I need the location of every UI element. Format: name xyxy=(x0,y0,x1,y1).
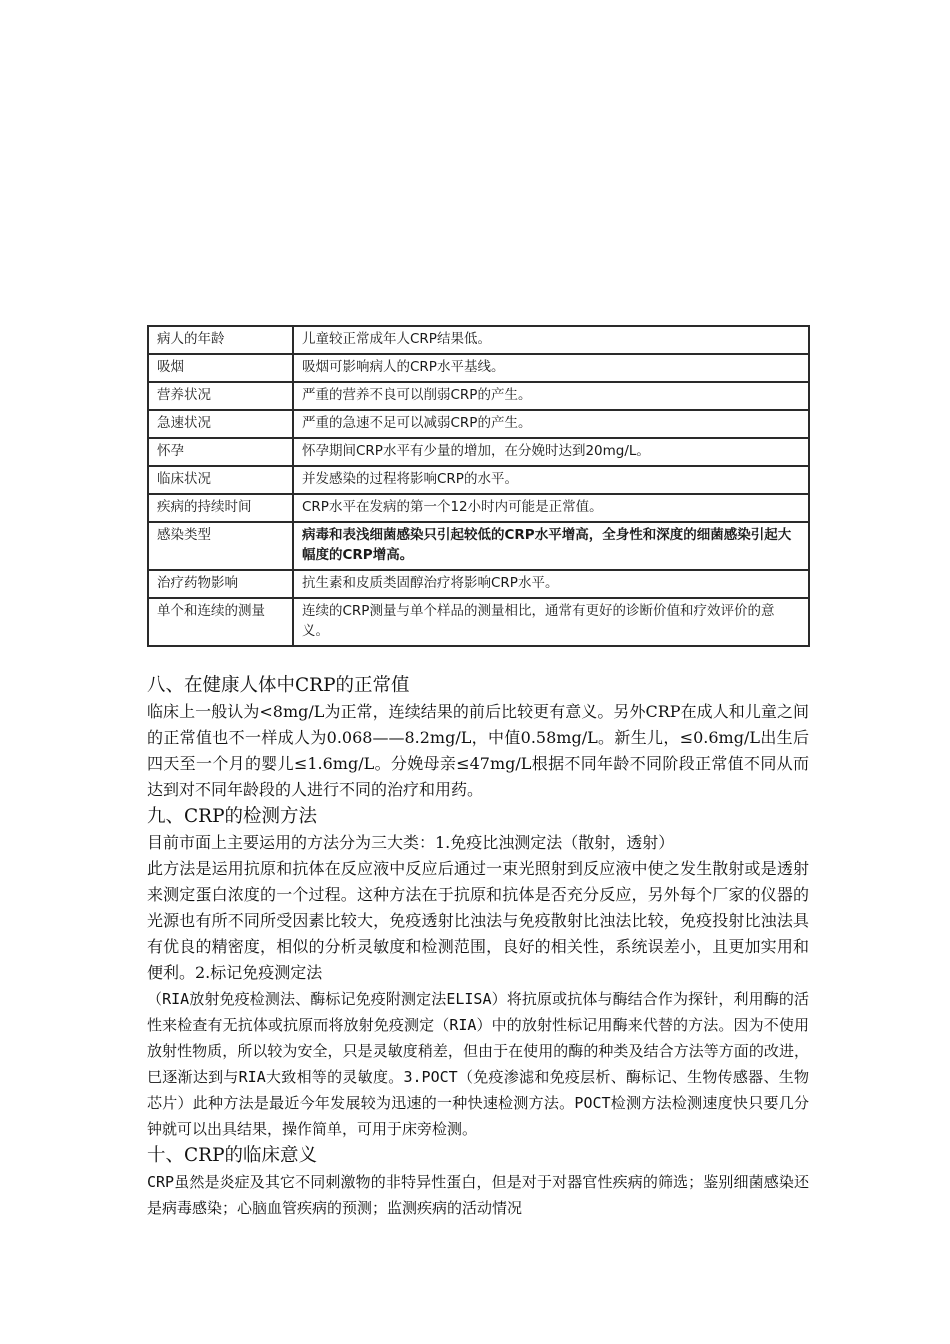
factor-table-body xyxy=(148,326,809,646)
factor-table-row xyxy=(148,382,809,410)
factor-table-row xyxy=(148,438,809,466)
factor-name-cell: 吸烟 xyxy=(148,354,293,382)
section-9-heading: 九、CRP的检测方法 xyxy=(147,806,318,827)
factor-effect-cell: 儿童较正常成年人CRP结果低。 xyxy=(293,326,809,354)
factor-table-row xyxy=(148,354,809,382)
factor-name-cell: 感染类型 xyxy=(148,522,293,570)
factor-effect-cell: 严重的急速不足可以减弱CRP的产生。 xyxy=(293,410,809,438)
section-8-paragraph: 临床上一般认为<8mg/L为正常，连续结果的前后比较更有意义。另外CRP在成人和儿童之间的正常值也不一样成人为0.068——8.2mg/L，中值0.58mg/L。新生儿，≤0.6mg/L出生后四天至一个月的婴儿≤1.6mg/L。分娩母亲≤47mg/L根据不同年龄不同阶段正常值不同从而达到对不同年龄段的人进行不同的治疗和用药。 xyxy=(147,702,809,799)
factor-table-row xyxy=(148,494,809,522)
factor-table-row xyxy=(148,466,809,494)
factor-name-cell: 急速状况 xyxy=(148,410,293,438)
factor-effect-cell: 并发感染的过程将影响CRP的水平。 xyxy=(293,466,809,494)
factor-effect-cell: 严重的营养不良可以削弱CRP的产生。 xyxy=(293,382,809,410)
section-9-intro: 目前市面上主要运用的方法分为三大类：1.免疫比浊测定法（散射，透射） xyxy=(147,833,675,852)
factor-effect-cell: CRP水平在发病的第一个12小时内可能是正常值。 xyxy=(293,494,809,522)
factor-name-cell: 临床状况 xyxy=(148,466,293,494)
factor-name-cell: 病人的年龄 xyxy=(148,326,293,354)
factor-effect-cell: 病毒和表浅细菌感染只引起较低的CRP水平增高，全身性和深度的细菌感染引起大幅度的CRP增高。 xyxy=(293,522,809,570)
crp-influence-factor-table xyxy=(147,325,810,647)
section-10-paragraph: CRP虽然是炎症及其它不同刺激物的非特异性蛋白，但是对于对器官性疾病的筛选；鉴别细菌感染还是病毒感染；心脑血管疾病的预测；监测疾病的活动情况 xyxy=(147,1173,809,1217)
section-10-heading: 十、CRP的临床意义 xyxy=(147,1145,318,1166)
factor-table-row xyxy=(148,570,809,598)
section-9-paragraph-b: （RIA放射免疫检测法、酶标记免疫附测定法ELISA）将抗原或抗体与酶结合作为探针，利用酶的活性来检查有无抗体或抗原而将放射免疫测定（RIA）中的放射性标记用酶来代替的方法。因为不使用放射性物质，所以较为安全，只是灵敏度稍差，但由于在使用的酶的种类及结合方法等方面的改进，巳逐渐达到与RIA大致相等的灵敏度。3.POCT（免疫渗滤和免疫层析、酶标记、生物传感器、生物芯片）此种方法是最近今年发展较为迅速的一种快速检测方法。POCT检测方法检测速度快只要几分钟就可以出具结果，操作简单，可用于床旁检测。 xyxy=(147,990,809,1138)
factor-name-cell: 治疗药物影响 xyxy=(148,570,293,598)
factor-table-row xyxy=(148,522,809,570)
document-body xyxy=(147,672,809,1221)
factor-table-row xyxy=(148,410,809,438)
section-8-heading: 八、在健康人体中CRP的正常值 xyxy=(147,675,410,696)
factor-effect-cell: 吸烟可影响病人的CRP水平基线。 xyxy=(293,354,809,382)
factor-name-cell: 单个和连续的测量 xyxy=(148,598,293,646)
factor-name-cell: 怀孕 xyxy=(148,438,293,466)
section-9-paragraph-a: 此方法是运用抗原和抗体在反应液中反应后通过一束光照射到反应液中使之发生散射或是透射来测定蛋白浓度的一个过程。这种方法在于抗原和抗体是否充分反应，另外每个厂家的仪器的光源也有所不同所受因素比较大，免疫透射比浊法与免疫散射比浊法比较，免疫投射比浊法具有优良的精密度，相似的分析灵敏度和检测范围，良好的相关性，系统误差小，且更加实用和便利。2.标记免疫测定法 xyxy=(147,859,809,982)
factor-name-cell: 疾病的持续时间 xyxy=(148,494,293,522)
factor-effect-cell: 怀孕期间CRP水平有少量的增加，在分娩时达到20mg/L。 xyxy=(293,438,809,466)
factor-table-row xyxy=(148,598,809,646)
factor-effect-cell: 抗生素和皮质类固醇治疗将影响CRP水平。 xyxy=(293,570,809,598)
factor-name-cell: 营养状况 xyxy=(148,382,293,410)
factor-table-row xyxy=(148,326,809,354)
factor-effect-cell: 连续的CRP测量与单个样品的测量相比，通常有更好的诊断价值和疗效评价的意义。 xyxy=(293,598,809,646)
